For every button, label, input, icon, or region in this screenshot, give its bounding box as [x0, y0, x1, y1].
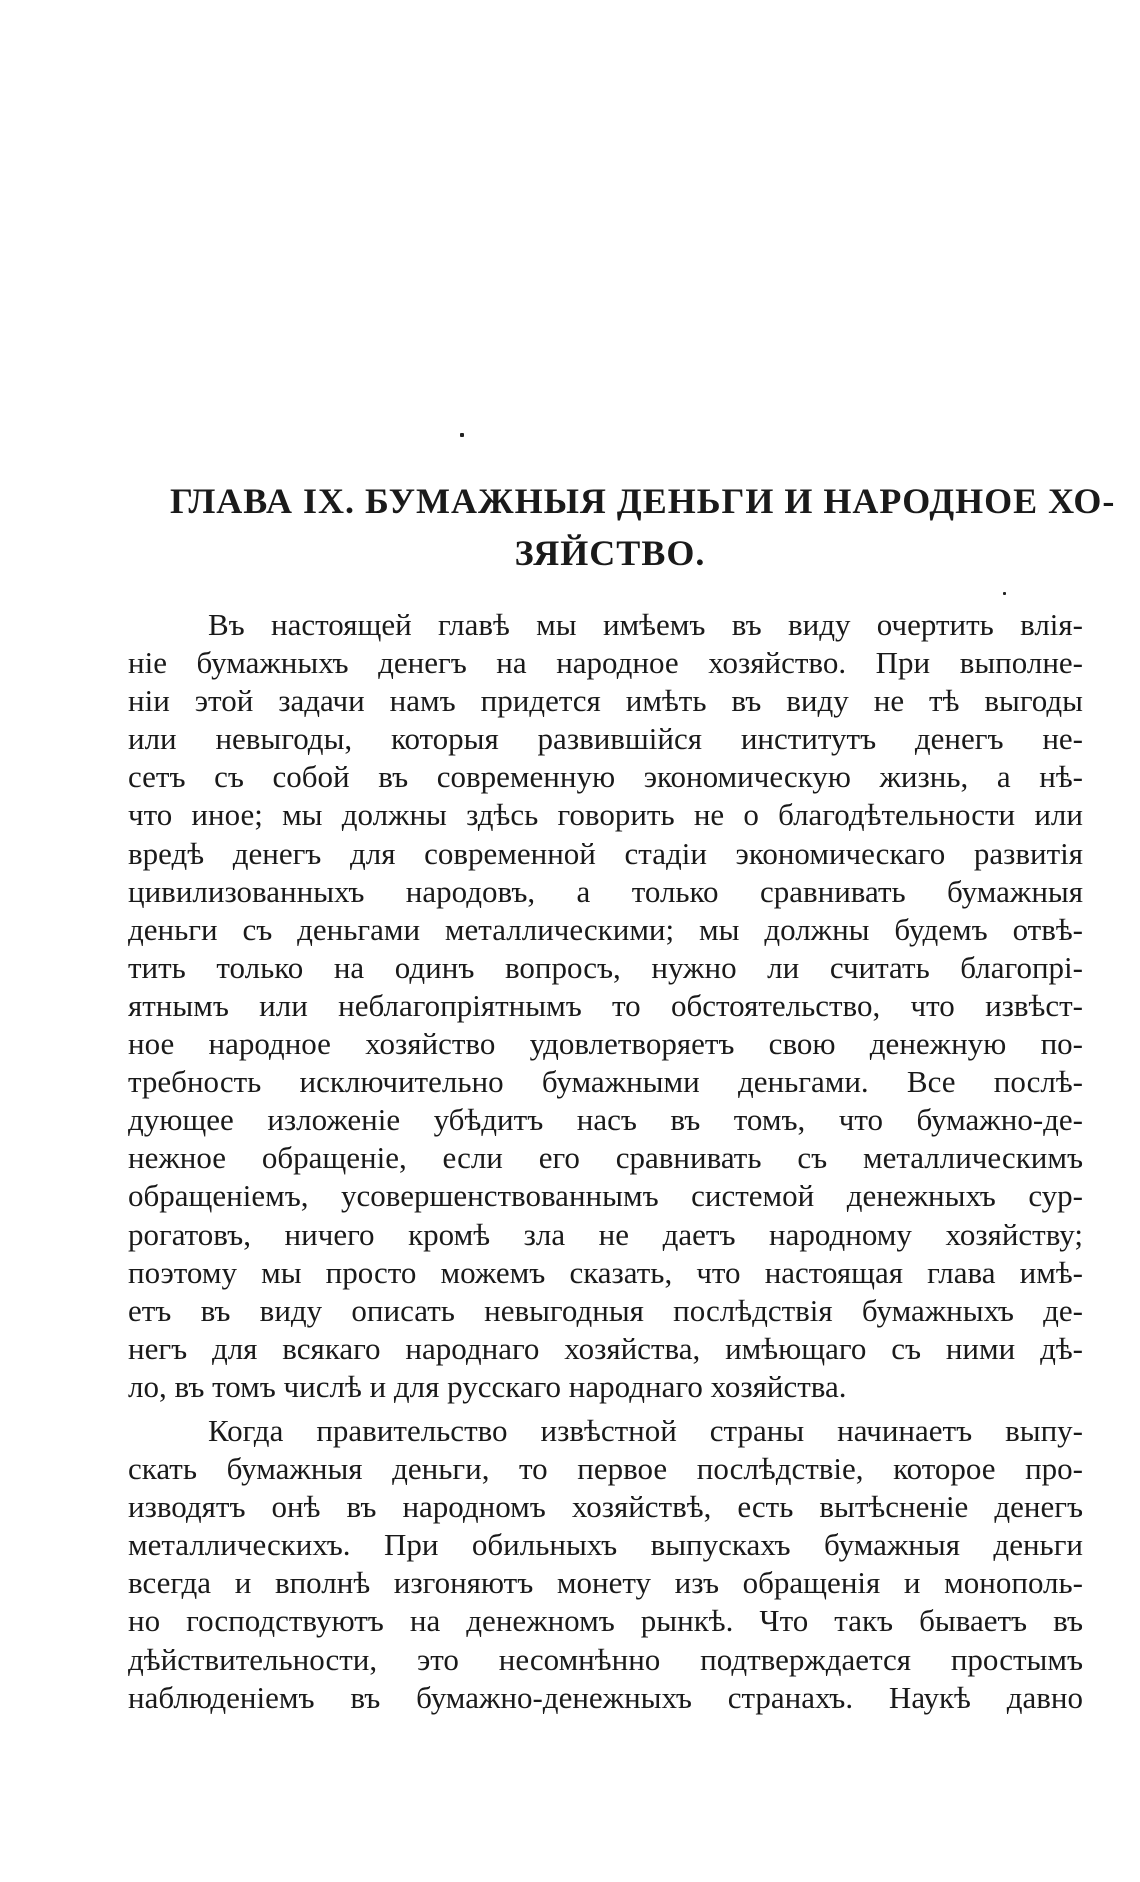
text-line: требность исключительно бумажными деньгами. Все послѣ-: [128, 1064, 1083, 1100]
chapter-title-line-2: ЗЯЙСТВО.: [514, 533, 706, 573]
text-line: что иное; мы должны здѣсь говорить не о благодѣтельности или: [128, 797, 1083, 833]
text-line: наблюденіемъ въ бумажно-денежныхъ странахъ. Наукѣ давно: [128, 1679, 1083, 1715]
text-line: деньги съ деньгами металлическими; мы должны будемъ отвѣ-: [128, 911, 1083, 947]
text-line: или невыгоды, которыя развившійся институтъ денегъ не-: [128, 721, 1083, 757]
text-line: нежное обращеніе, если его сравнивать съ металлическимъ: [128, 1140, 1083, 1176]
text-line: ло, въ томъ числѣ и для русскаго народнаго хозяйства.: [128, 1368, 847, 1404]
text-line: ятнымъ или неблагопріятнымъ то обстоятельство, что извѣст-: [128, 987, 1083, 1023]
chapter-title-line-1: ГЛАВА IX. БУМАЖНЫЯ ДЕНЬГИ И НАРОДНОЕ ХО-: [170, 481, 1116, 521]
text-line: скать бумажныя деньги, то первое послѣдствіе, которое про-: [128, 1451, 1083, 1487]
text-line: ное народное хозяйство удовлетворяетъ свою денежную по-: [128, 1026, 1083, 1062]
print-speck: [1003, 592, 1006, 595]
text-line: Въ настоящей главѣ мы имѣемъ въ виду очертить влія-: [208, 607, 1083, 642]
text-line: тить только на одинъ вопросъ, нужно ли считать благопрі-: [128, 949, 1083, 985]
text-line: ніи этой задачи намъ придется имѣть въ виду не тѣ выгоды: [128, 683, 1083, 719]
text-line: вредѣ денегъ для современной стадіи экономическаго развитія: [128, 835, 1083, 871]
text-line: цивилизованныхъ народовъ, а только сравнивать бумажныя: [128, 873, 1083, 909]
print-speck: [460, 433, 464, 437]
text-line: но господствуютъ на денежномъ рынкѣ. Что такъ бываетъ въ: [128, 1603, 1083, 1639]
text-line: Когда правительство извѣстной страны начинаетъ выпу-: [208, 1412, 1083, 1448]
text-line: етъ въ виду описать невыгодныя послѣдствія бумажныхъ де-: [128, 1292, 1083, 1328]
text-line: всегда и вполнѣ изгоняютъ монету изъ обращенія и монополь-: [128, 1565, 1083, 1601]
body-text: [128, 606, 1083, 1717]
text-line: сетъ съ собой въ современную экономическую жизнь, а нѣ-: [128, 759, 1083, 795]
text-line: дѣйствительности, это несомнѣнно подтверждается простымъ: [128, 1641, 1083, 1677]
text-line: поэтому мы просто можемъ сказать, что настоящая глава имѣ-: [128, 1254, 1083, 1290]
text-line: рогатовъ, ничего кромѣ зла не даетъ народному хозяйству;: [128, 1216, 1083, 1252]
text-line: ніе бумажныхъ денегъ на народное хозяйство. При выполне-: [128, 645, 1083, 681]
text-line: металлическихъ. При обильныхъ выпускахъ бумажныя деньги: [128, 1527, 1083, 1563]
text-line: изводятъ онѣ въ народномъ хозяйствѣ, есть вытѣсненіе денегъ: [128, 1489, 1083, 1525]
chapter-title: [170, 475, 1116, 579]
text-line: обращеніемъ, усовершенствованнымъ системой денежныхъ сур-: [128, 1178, 1083, 1214]
text-line: дующее изложеніе убѣдитъ насъ въ томъ, что бумажно-де-: [128, 1102, 1083, 1138]
text-line: негъ для всякаго народнаго хозяйства, имѣющаго съ ними дѣ-: [128, 1330, 1083, 1366]
